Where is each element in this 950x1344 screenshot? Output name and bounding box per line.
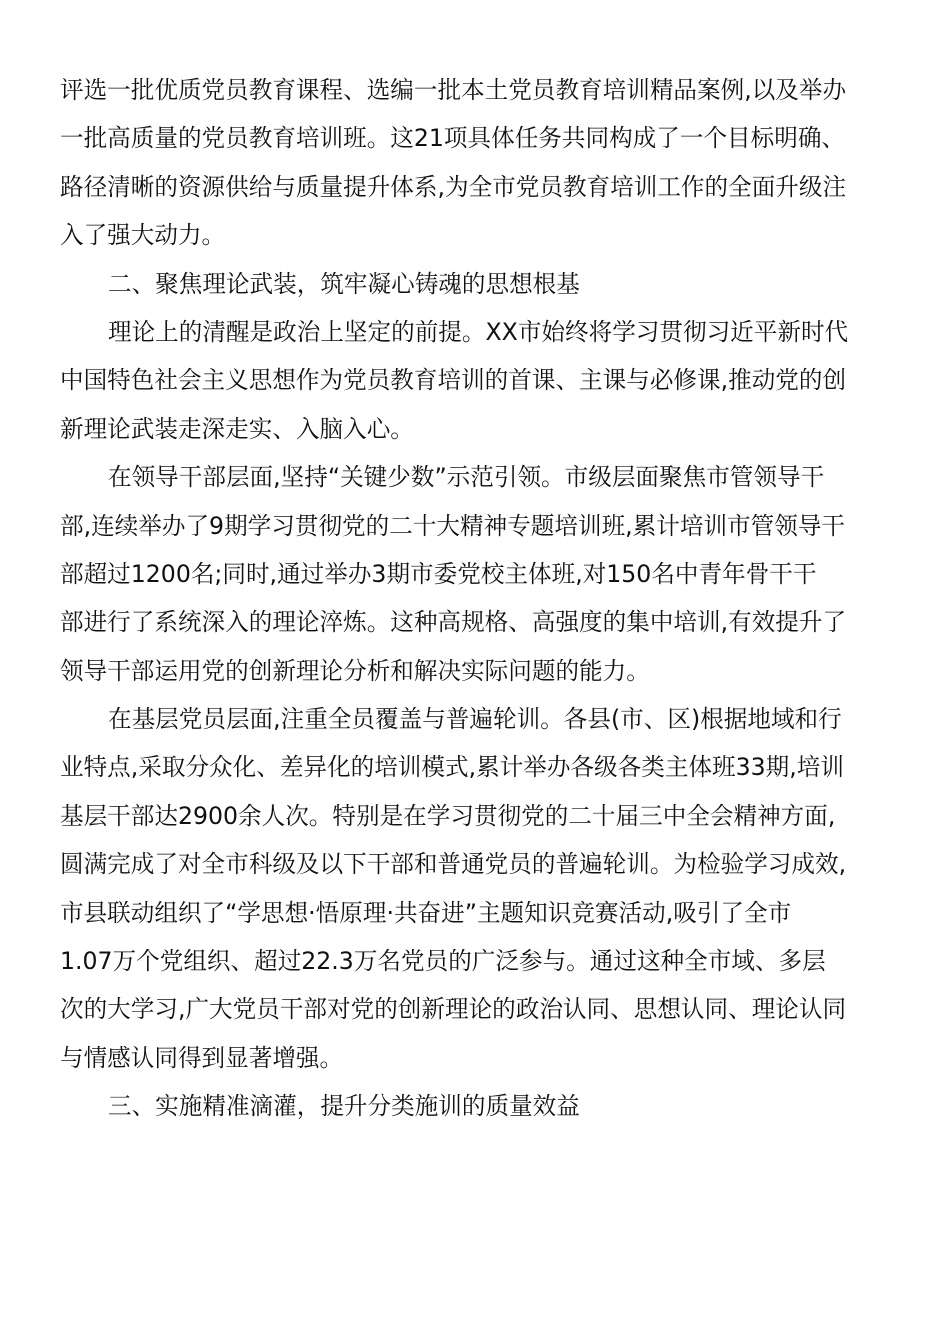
paragraph-line: 部超过1200名;同时,通过举办3期市委党校主体班,对150名中青年骨干干	[60, 559, 817, 588]
paragraph-line: 中国特色社会主义思想作为党员教育培训的首课、主课与必修课,推动党的创	[60, 366, 847, 395]
paragraph-line: 部进行了系统深入的理论淬炼。这种高规格、高强度的集中培训,有效提升了	[60, 608, 847, 637]
paragraph-line: 与情感认同得到显著增强。	[60, 1043, 344, 1072]
section-heading-2: 二、聚焦理论武装，筑牢凝心铸魂的思想根基	[108, 269, 580, 298]
paragraph-line: 部,连续举办了9期学习贯彻党的二十大精神专题培训班,累计培训市管领导干	[60, 511, 846, 540]
paragraph-line: 基层干部达2900余人次。特别是在学习贯彻党的二十届三中全会精神方面,	[60, 801, 836, 830]
paragraph-line: 一批高质量的党员教育培训班。这21项具体任务共同构成了一个目标明确、	[60, 124, 846, 153]
paragraph-line: 1.07万个党组织、超过22.3万名党员的广泛参与。通过这种全市域、多层	[60, 947, 826, 976]
paragraph-line: 次的大学习,广大党员干部对党的创新理论的政治认同、思想认同、理论认同	[60, 995, 847, 1024]
paragraph-line: 业特点,采取分众化、差异化的培训模式,累计举办各级各类主体班33期,培训	[60, 753, 844, 782]
paragraph-line: 入了强大动力。	[60, 221, 226, 250]
paragraph-line: 新理论武装走深走实、入脑入心。	[60, 414, 414, 443]
paragraph-line: 市县联动组织了“学思想·悟原理·共奋进”主题知识竞赛活动,吸引了全市	[60, 898, 792, 927]
paragraph-line: 圆满完成了对全市科级及以下干部和普通党员的普遍轮训。为检验学习成效,	[60, 850, 847, 879]
paragraph-line: 在领导干部层面,坚持“关键少数”示范引领。市级层面聚焦市管领导干	[108, 463, 825, 492]
paragraph-line: 领导干部运用党的创新理论分析和解决实际问题的能力。	[60, 656, 650, 685]
paragraph-line: 理论上的清醒是政治上坚定的前提。XX市始终将学习贯彻习近平新时代	[108, 317, 849, 346]
paragraph-line: 在基层党员层面,注重全员覆盖与普遍轮训。各县(市、区)根据地域和行	[108, 705, 842, 734]
paragraph-line: 路径清晰的资源供给与质量提升体系,为全市党员教育培训工作的全面升级注	[60, 172, 847, 201]
section-heading-3: 三、实施精准滴灌，提升分类施训的质量效益	[108, 1092, 580, 1121]
paragraph-line: 评选一批优质党员教育课程、选编一批本土党员教育培训精品案例,以及举办	[60, 76, 847, 104]
document-body	[60, 66, 892, 1131]
